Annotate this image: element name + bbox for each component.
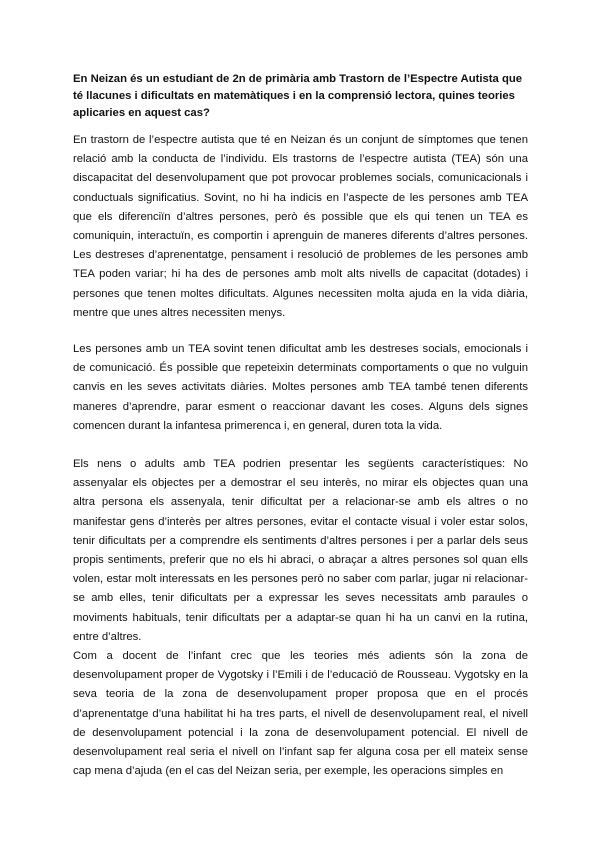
paragraph-asd-difficulties: Les persones amb un TEA sovint tenen dificultat amb les destreses socials, emocionals i de comunicació. És possible que repeteixin determinats comportaments o que no vulguin canvis en les seves activitats diàries. Moltes persones amb TEA també tenen diferents maneres d’aprendre, parar esment o reaccionar davant les coses. Alguns dels signes comencen durant la infantesa primerenca i, en general, duren tota la vida.	[73, 343, 528, 432]
paragraph-asd-definition: En trastorn de l’espectre autista que té en Neizan és un conjunt de símptomes que tenen relació amb la conducta de l’individu. Els trastorns de l’espectre autista (TEA) són una discapacitat del desenvolupament que pot provocar problemes socials, comunicacionals i conductuals significatius. Sovint, no hi ha indicis en l’aspecte de les persones amb TEA que els diferenciïn d’altres persones, però és possible que els qui tenen un TEA es comuniquin, interactuïn, es comportin i aprenguin de maneres diferents d’altres persones. Les destreses d’aprenentatge, pensament i resolució de problemes de les persones amb TEA poden variar; hi ha des de persones amb molt alts nivells de capacitat (dotades) i persones que tenen moltes dificultats. Algunes necessiten molta ajuda en la vida diària, mentre que unes altres necessiten menys.	[73, 134, 528, 319]
document-title: En Neizan és un estudiant de 2n de primària amb Trastorn de l’Espectre Autista que té llacunes i dificultats en matemàtiques i en la comprensió lectora, quines teories aplicaries en aquest cas?	[73, 73, 523, 119]
paragraph-theories: Com a docent de l’infant crec que les teories més adients són la zona de desenvolupament proper de Vygotsky i l’Emili i de l’educació de Rousseau. Vygotsky en la seva teoria de la zona de desenvolupament proper proposa que en el procés d’aprenentatge d’una habilitat hi ha tres parts, el nivell de desenvolupament real, el nivell de desenvolupament potencial i la zona de desenvolupament potencial. El nivell de desenvolupament real seria el nivell on l’infant sap fer alguna cosa per ell mateix sense cap mena d’ajuda (en el cas del Neizan seria, per exemple, les operacions simples en	[73, 650, 528, 778]
paragraph-asd-characteristics: Els nens o adults amb TEA podrien presentar les següents característiques: No assenyalar els objectes per a demostrar el seu interès, no mirar els objectes quan una altra persona els assenyala, tenir dificultat per a relacionar-se amb els altres o no manifestar gens d’interès per altres persones, evitar el contacte visual i voler estar solos, tenir dificultats per a comprendre els sentiments d’altres persones i per a parlar dels seus propis sentiments, preferir que no els hi abraci, o abraçar a altres persones sol quan ells volen, estar molt interessats en les persones però no saber com parlar, jugar ni relacionar-se amb elles, tenir dificultats per a expressar les seves necessitats amb paraules o moviments habituals, tenir dificultats per a adaptar-se quan hi ha un canvi en la rutina, entre d’altres.	[73, 458, 528, 643]
